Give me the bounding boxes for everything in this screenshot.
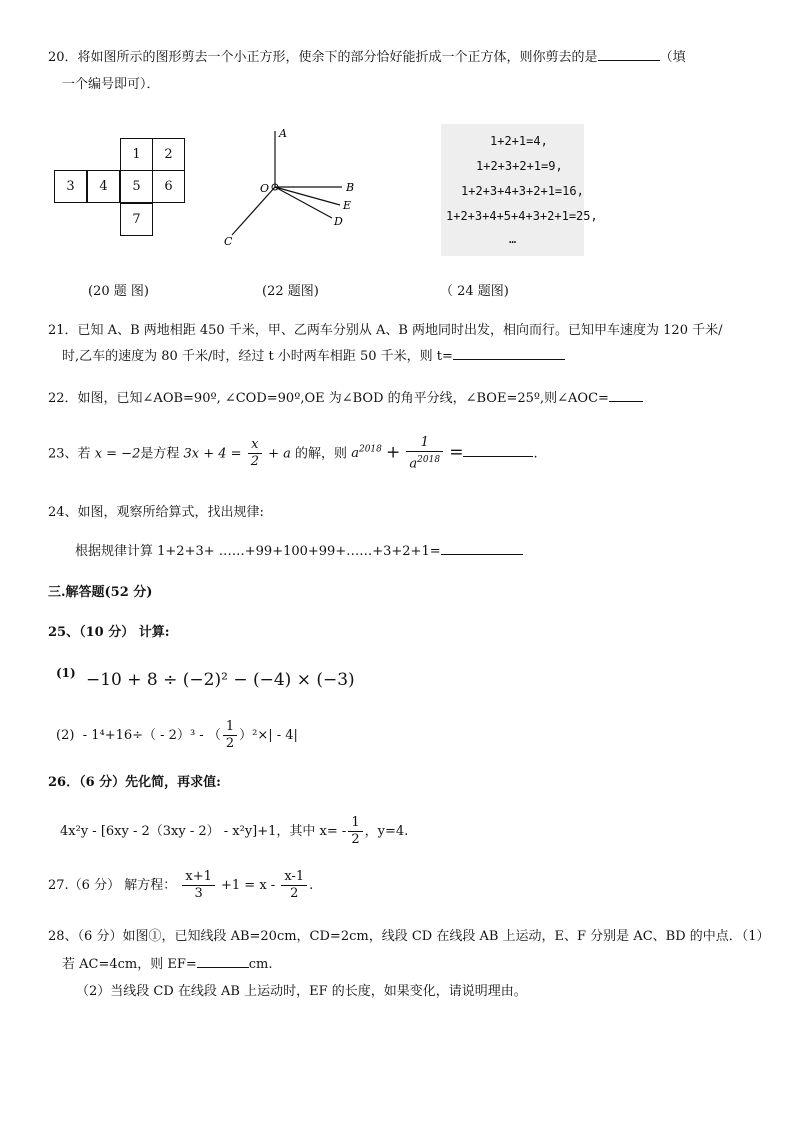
q28-line2: 若 AC=4cm，则 EF= cm. [62, 953, 273, 976]
label-C: C [224, 235, 233, 248]
q25-half: $\frac{1}{2}$ [223, 719, 237, 752]
q23-equation-right: + a [268, 446, 291, 462]
caption-24: （ 24 题图) [440, 284, 509, 299]
net-cell-3: 3 [54, 170, 87, 203]
label-A: A [279, 127, 287, 140]
net-cell-6: 6 [152, 170, 185, 203]
q25-part1-expression: −10 + 8 ÷ (−2)² − (−4) × (−3) [86, 670, 355, 690]
angle-figure [220, 125, 370, 250]
q20-answer-blank[interactable] [598, 46, 660, 61]
q24-line2: 根据规律计算 1+2+3+ ……+99+100+99+……+3+2+1= [75, 540, 523, 563]
q26-title: 26．（6 分）先化简，再求值: [48, 775, 221, 790]
net-cell-5: 5 [120, 170, 153, 203]
sequence-line-3: 1+2+3+4+3+2+1=16, [461, 184, 584, 198]
q25-part1-label: (1) [56, 666, 76, 680]
ray-OE [275, 187, 340, 205]
q28-answer-blank[interactable] [197, 953, 249, 968]
q21-line1: 21．已知 A、B 两地相距 450 千米，甲、乙两车分别从 A、B 两地同时出发，相向而行。已知甲车速度为 120 千米/ [48, 323, 723, 338]
q22-line: 22．如图，已知∠AOB=90º, ∠COD=90º,OE 为∠BOD 的角平分线，∠BOE=25º,则∠AOC= [48, 387, 643, 410]
ray-OD [275, 187, 332, 218]
q26-x-value: $\frac{1}{2}$ [348, 815, 362, 848]
sequence-line-4: 1+2+3+4+5+4+3+2+1=25, [446, 209, 598, 223]
net-cell-4: 4 [87, 170, 120, 203]
label-E: E [343, 199, 352, 212]
q28-line3: （2）当线段 CD 在线段 AB 上运动时，EF 的长度，如果变化，请说明理由。 [76, 984, 527, 999]
sequence-line-1: 1+2+1=4, [490, 134, 548, 148]
q23-condition: x = −2 [94, 446, 141, 462]
q22-answer-blank[interactable] [609, 387, 643, 402]
q23-answer-blank[interactable] [463, 442, 533, 457]
net-cell-2: 2 [152, 138, 185, 171]
net-cell-1: 1 [120, 138, 153, 171]
net-cell-7: 7 [120, 203, 153, 236]
q28-line1: 28、（6 分）如图①，已知线段 AB=20cm，CD=2cm，线段 CD 在线段 AB 上运动，E、F 分别是 AC、BD 的中点．（1） [48, 929, 770, 944]
q20-line1: 20．将如图所示的图形剪去一个小正方形，使余下的部分恰好能折成一个正方体，则你剪去的是 （填 [48, 46, 686, 69]
q27-fraction-2: $\frac{x-1}{2}$ [281, 869, 307, 902]
section-3-title: 三.解答题(52 分) [48, 585, 153, 600]
caption-22: (22 题图) [262, 284, 319, 299]
q27-line: 27.（6 分） 解方程： $\frac{x+1}{3}$ +1 = x - $\frac{x-1}{2}$ . [48, 869, 314, 901]
label-O: O [260, 182, 270, 195]
q23-fraction: $\frac{x}{2}$ [248, 437, 262, 470]
q23-line: 23、若 x = −2是方程 3x + 4 = $\frac{x}{2}$ + a 的解，则 $a^{2018}$ + $\frac{1}{a^{2018}}$ = . [48, 435, 538, 472]
q23-reciprocal: $\frac{1}{a^{2018}}$ [406, 435, 443, 472]
q27-fraction-1: $\frac{x+1}{3}$ [182, 869, 215, 902]
q23-equation-left: 3x + 4 = [183, 446, 242, 462]
label-D: D [334, 215, 343, 228]
q25-part2: (2) - 1⁴+16÷（ - 2）³ - （ $\frac{1}{2}$ ）²×| - 4| [56, 719, 298, 751]
q25-title: 25、（10 分） 计算: [48, 625, 170, 640]
sequence-line-2: 1+2+3+2+1=9, [476, 159, 563, 173]
q24-line1: 24、如图，观察所给算式，找出规律: [48, 505, 264, 520]
q26-expression: 4x²y - [6xy - 2（3xy - 2） - x²y]+1，其中 x= - $\frac{1}{2}$ ，y=4. [60, 815, 409, 847]
q21-answer-blank[interactable] [453, 345, 565, 360]
sequence-ellipsis: … [509, 232, 517, 246]
q20-line2: 一个编号即可）． [62, 77, 160, 92]
caption-20: (20 题 图) [88, 284, 149, 299]
q21-line2: 时,乙车的速度为 80 千米/时，经过 t 小时两车相距 50 千米，则 t= [62, 345, 565, 368]
q23-power: $a^{2018}$ [351, 445, 382, 462]
q24-answer-blank[interactable] [441, 540, 523, 555]
label-B: B [346, 181, 355, 194]
